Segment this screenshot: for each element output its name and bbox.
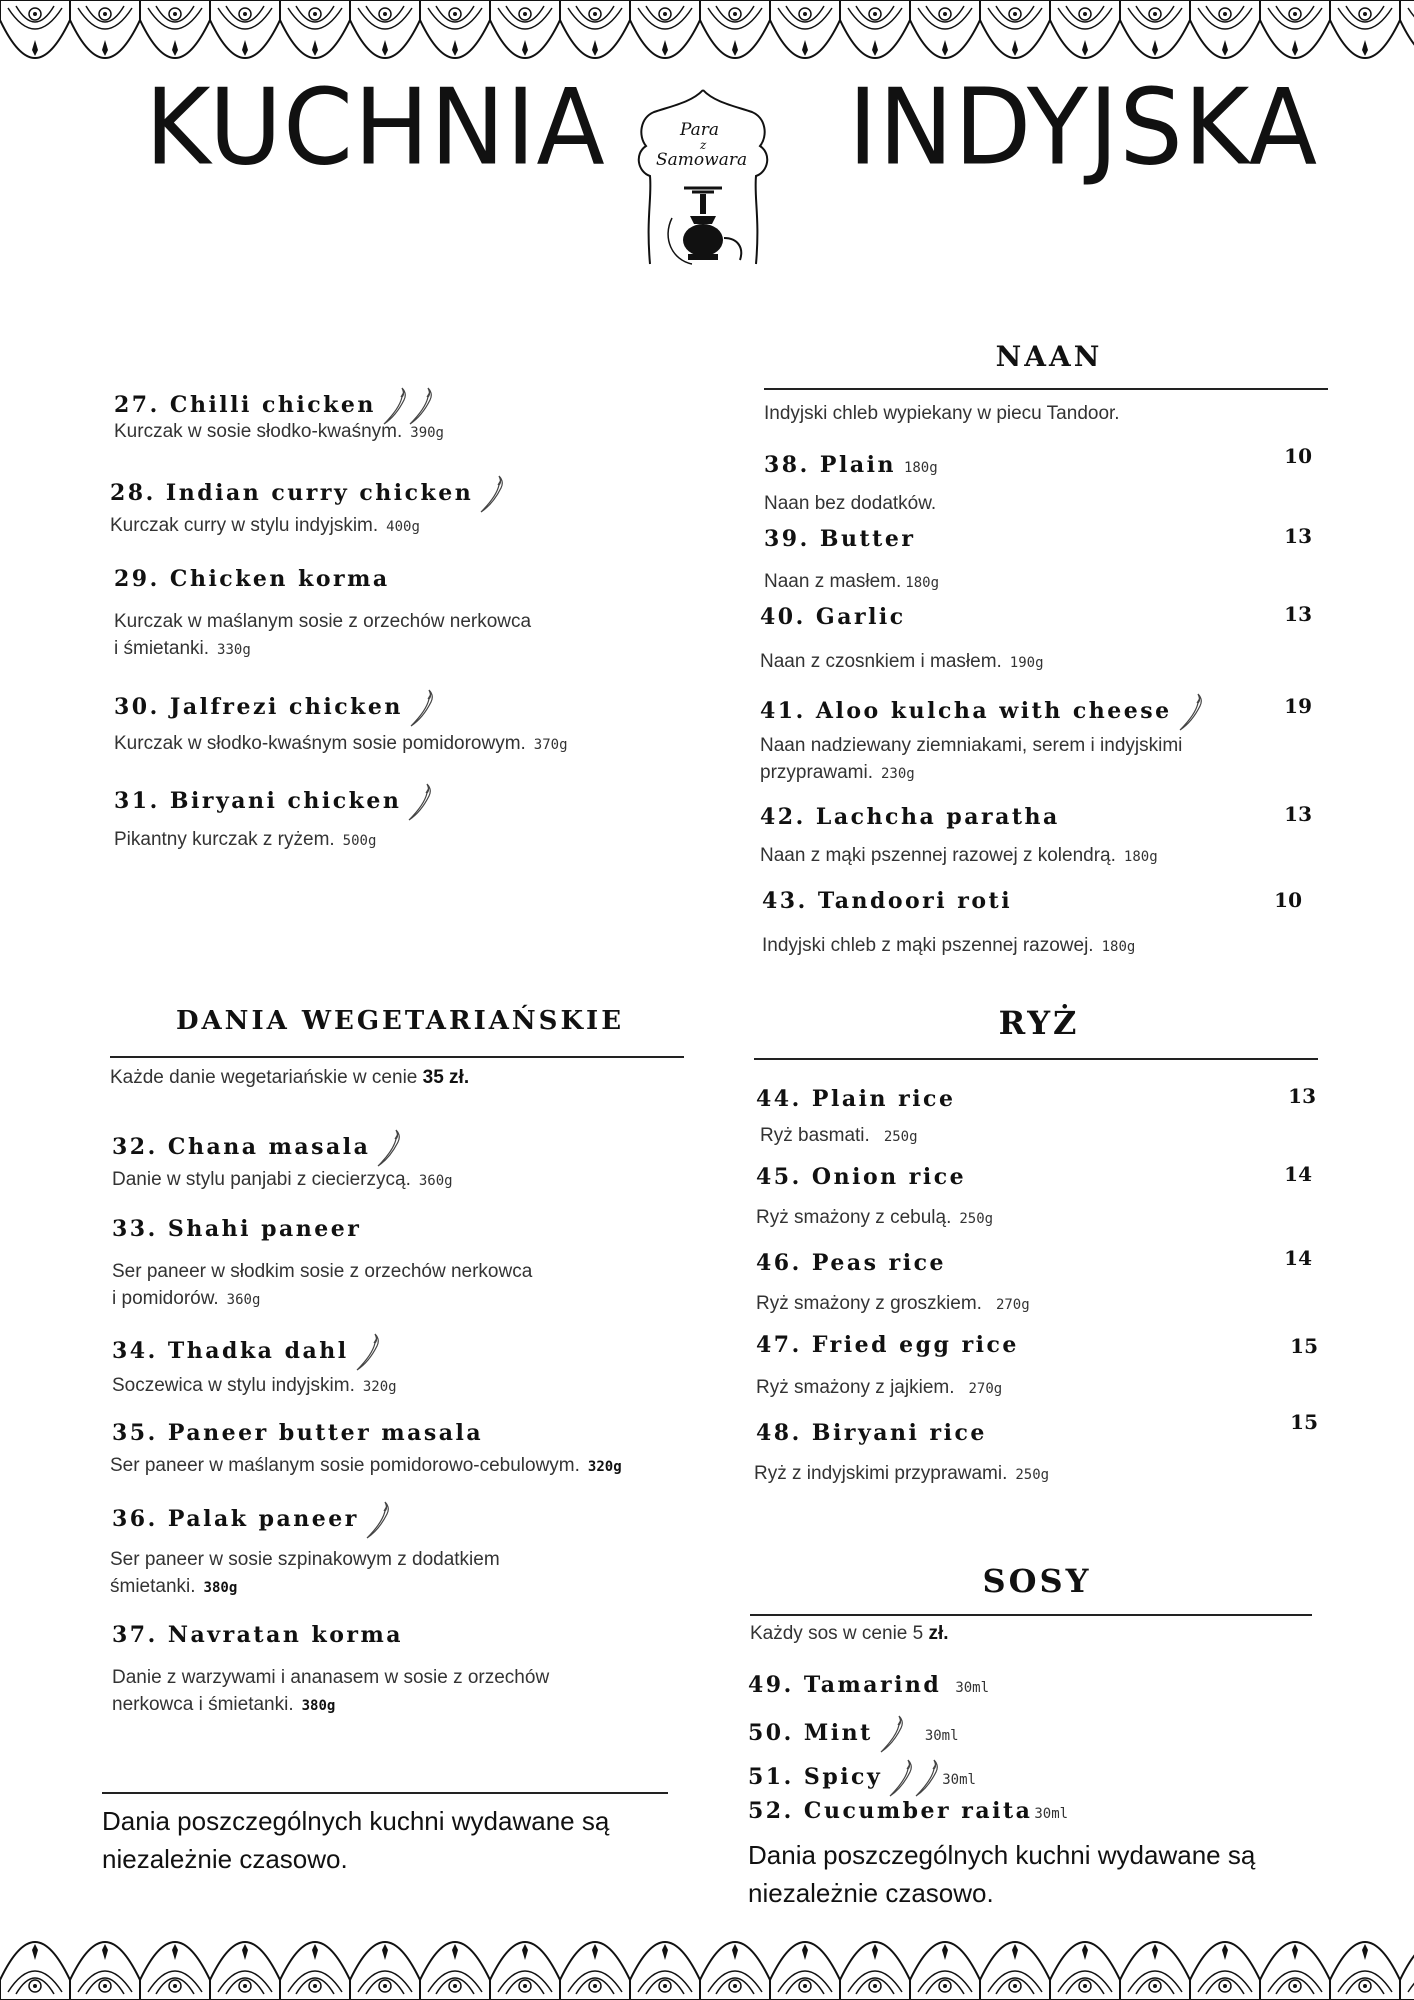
veg-item-desc <box>112 1664 549 1720</box>
item-name: 35. Paneer butter masala <box>112 1420 484 1446</box>
mandala-border-bottom <box>0 1940 1414 2000</box>
mains-item-desc <box>114 826 376 855</box>
mains-item-desc <box>114 730 568 759</box>
desc-text: nerkowca i śmietanki. <box>112 1694 294 1715</box>
weight: 250g <box>883 1129 918 1145</box>
mains-item-title <box>114 566 390 592</box>
sauce-item <box>748 1714 959 1754</box>
veg-item-title <box>112 1622 403 1648</box>
intro-text: Każdy sos w cenie 5 <box>750 1623 924 1644</box>
desc-text: Ser paneer w maślanym sosie pomidorowo-cebulowym. <box>110 1455 580 1476</box>
veg-item-title <box>112 1420 483 1446</box>
logo <box>632 88 774 268</box>
item-name: 48. Biryani rice <box>756 1420 987 1446</box>
desc-text: Naan z czosnkiem i masłem. <box>760 651 1002 672</box>
chili-pepper-icon <box>1178 692 1204 732</box>
rice-item-title <box>756 1250 946 1276</box>
footer-divider-left <box>102 1792 668 1794</box>
veg-item-title <box>112 1332 381 1372</box>
desc-text: Danie z warzywami i ananasem w sosie z orzechów <box>112 1667 550 1688</box>
rice-item-title <box>756 1086 955 1112</box>
rice-item-desc <box>754 1460 1049 1489</box>
intro-price: zł. <box>928 1623 949 1644</box>
footer-text: niezależnie czasowo. <box>748 1878 994 1908</box>
mandala-border-top <box>0 0 1414 60</box>
weight: 190g <box>1009 655 1044 671</box>
mains-item-desc <box>114 418 444 447</box>
chili-pepper-icon <box>365 1500 391 1540</box>
desc-text: Kurczak curry w stylu indyjskim. <box>110 515 379 536</box>
volume: 30ml <box>942 1772 976 1788</box>
desc-text: Ryż z indyjskimi przyprawami. <box>754 1463 1008 1484</box>
naan-item-title <box>764 526 915 552</box>
naan-item-desc <box>760 732 1182 788</box>
weight: 380g <box>301 1698 336 1714</box>
title-right: INDYJSKA <box>848 66 1319 189</box>
mains-item-desc <box>114 608 531 664</box>
intro-price: 35 zł. <box>422 1067 470 1088</box>
item-name: 47. Fried egg rice <box>756 1332 1019 1358</box>
veg-item-desc <box>112 1166 453 1195</box>
weight: 400g <box>386 519 420 535</box>
intro-text: Każde danie wegetariańskie w cenie <box>110 1067 418 1088</box>
desc-text: śmietanki. <box>110 1576 196 1597</box>
weight: 360g <box>418 1173 453 1189</box>
desc-text: Soczewica w stylu indyjskim. <box>112 1375 355 1396</box>
weight: 180g <box>1123 849 1158 865</box>
price: 10 <box>1284 444 1312 468</box>
item-name: 51. Spicy <box>748 1764 883 1790</box>
chili-pepper-icon <box>409 688 435 728</box>
price: 13 <box>1284 802 1312 826</box>
weight: 390g <box>410 425 444 441</box>
desc-text: Kurczak w sosie słodko-kwaśnym. <box>114 421 403 442</box>
weight: 320g <box>587 1459 622 1475</box>
naan-item-title <box>760 692 1204 732</box>
mains-item-title <box>110 474 505 514</box>
item-name: 27. Chilli chicken <box>114 392 376 418</box>
item-name: 49. Tamarind <box>748 1672 942 1698</box>
naan-intro: Indyjski chleb wypiekany w piecu Tandoor. <box>764 403 1120 424</box>
price: 19 <box>1284 694 1312 718</box>
footer-note-left <box>102 1802 609 1878</box>
price: 15 <box>1290 1410 1318 1434</box>
weight: 500g <box>342 833 377 849</box>
price: 13 <box>1288 1084 1316 1108</box>
item-name: 41. Aloo kulcha with cheese <box>760 698 1172 724</box>
desc-text: Ryż smażony z cebulą. <box>756 1207 952 1228</box>
item-name: 50. Mint <box>748 1720 873 1746</box>
rice-item-title <box>756 1420 987 1446</box>
desc-text: Indyjski chleb z mąki pszennej razowej. <box>762 935 1094 956</box>
naan-item-title <box>760 604 906 630</box>
item-name: 44. Plain rice <box>756 1086 956 1112</box>
item-name: 34. Thadka dahl <box>112 1338 349 1364</box>
logo-text-para: Para <box>680 120 720 140</box>
weight: 370g <box>533 737 568 753</box>
weight: 320g <box>362 1379 397 1395</box>
item-name: 39. Butter <box>764 526 916 552</box>
naan-item-desc: Naan bez dodatków. <box>764 493 937 514</box>
sauce-item <box>748 1798 1068 1824</box>
mains-item-title <box>114 688 435 728</box>
section-divider <box>754 1058 1318 1060</box>
desc-text: i śmietanki. <box>114 638 210 659</box>
mains-item-title <box>114 782 433 822</box>
price: 13 <box>1284 524 1312 548</box>
desc-text: Danie w stylu panjabi z ciecierzycą. <box>112 1169 411 1190</box>
desc-text: Kurczak w maślanym sosie z orzechów nerkowca <box>114 611 532 632</box>
weight: 360g <box>226 1292 261 1308</box>
item-name: 29. Chicken korma <box>114 566 390 592</box>
weight: 270g <box>995 1297 1030 1313</box>
sauce-item <box>748 1672 989 1698</box>
hookah-logo-icon <box>632 88 774 268</box>
section-divider <box>110 1056 684 1058</box>
veg-item-desc <box>112 1258 532 1314</box>
veg-intro <box>110 1064 469 1091</box>
footer-note-right <box>748 1836 1255 1912</box>
desc-text: Ser paneer w sosie szpinakowym z dodatkiem <box>110 1549 500 1570</box>
item-name: 52. Cucumber raita <box>748 1798 1033 1824</box>
item-name: 45. Onion rice <box>756 1164 967 1190</box>
rice-item-desc <box>756 1204 993 1233</box>
item-name: 28. Indian curry chicken <box>110 480 474 506</box>
rice-item-title <box>756 1164 966 1190</box>
naan-item-desc <box>760 648 1044 677</box>
footer-text: niezależnie czasowo. <box>102 1844 348 1874</box>
veg-item-title <box>112 1216 361 1242</box>
item-name: 43. Tandoori roti <box>762 888 1013 914</box>
veg-item-desc <box>112 1372 397 1401</box>
desc-text: przyprawami. <box>760 762 873 783</box>
footer-text: Dania poszczególnych kuchni wydawane są <box>102 1806 610 1836</box>
item-name: 31. Biryani chicken <box>114 788 402 814</box>
price: 15 <box>1290 1334 1318 1358</box>
section-heading-sauces: SOSY <box>982 1562 1092 1600</box>
chili-pepper-icon <box>355 1332 381 1372</box>
desc-text: Kurczak w słodko-kwaśnym sosie pomidorowym. <box>114 733 526 754</box>
naan-item-desc <box>764 568 939 597</box>
desc-text: Ryż smażony z jajkiem. <box>756 1377 955 1398</box>
weight: 180g <box>905 575 939 591</box>
naan-item-title <box>760 804 1060 830</box>
item-name: 46. Peas rice <box>756 1250 947 1276</box>
chili-pepper-icon <box>376 1128 402 1168</box>
section-heading-veg: DANIA WEGETARIAŃSKIE <box>175 1006 625 1036</box>
chili-pepper-icon <box>479 474 505 514</box>
section-heading-naan: NAAN <box>995 340 1103 373</box>
weight: 380g <box>203 1580 238 1596</box>
desc-text: Naan z masłem. <box>764 571 902 592</box>
volume: 30ml <box>924 1728 959 1744</box>
item-name: 40. Garlic <box>760 604 906 630</box>
weight: 250g <box>1015 1467 1050 1483</box>
weight: 250g <box>959 1211 994 1227</box>
naan-item-title <box>764 452 938 478</box>
section-divider <box>764 388 1328 390</box>
naan-item-desc <box>760 842 1158 871</box>
footer-text: Dania poszczególnych kuchni wydawane są <box>748 1840 1256 1870</box>
volume: 30ml <box>1034 1806 1069 1822</box>
chili-pepper-icon <box>879 1714 905 1754</box>
item-name: 37. Navratan korma <box>112 1622 404 1648</box>
price: 13 <box>1284 602 1312 626</box>
sauce-item <box>748 1758 976 1798</box>
weight: 230g <box>880 766 915 782</box>
price: 14 <box>1284 1246 1312 1270</box>
logo-text-samowara: Samowara <box>656 150 748 170</box>
section-divider <box>750 1614 1312 1616</box>
naan-item-desc <box>762 932 1135 961</box>
mains-item-desc <box>110 512 420 541</box>
item-name: 30. Jalfrezi chicken <box>114 694 403 720</box>
rice-item-desc <box>760 1122 918 1151</box>
logo-text-z: z <box>700 138 707 152</box>
sauces-intro <box>750 1620 949 1647</box>
title-left: KUCHNIA <box>145 66 606 189</box>
volume: 30ml <box>955 1680 990 1696</box>
veg-item-title <box>112 1128 402 1168</box>
rice-item-desc <box>756 1290 1030 1319</box>
item-name: 42. Lachcha paratha <box>760 804 1060 830</box>
item-name: 38. Plain <box>764 452 896 478</box>
desc-text: Ser paneer w słodkim sosie z orzechów nerkowca <box>112 1261 533 1282</box>
chili-pepper-icon <box>888 1758 940 1798</box>
weight: 330g <box>217 642 251 658</box>
veg-item-desc <box>110 1452 622 1481</box>
rice-item-desc <box>756 1374 1002 1403</box>
weight: 270g <box>968 1381 1003 1397</box>
item-name: 36. Palak paneer <box>112 1506 359 1532</box>
desc-text: Ryż smażony z groszkiem. <box>756 1293 982 1314</box>
desc-text: Pikantny kurczak z ryżem. <box>114 829 335 850</box>
section-heading-rice: RYŻ <box>998 1004 1080 1042</box>
weight: 180g <box>903 460 938 476</box>
desc-text: Naan nadziewany ziemniakami, serem i indyjskimi <box>760 735 1183 756</box>
naan-item-title <box>762 888 1012 914</box>
item-name: 32. Chana masala <box>112 1134 371 1160</box>
weight: 180g <box>1101 939 1136 955</box>
chili-pepper-icon <box>407 782 433 822</box>
desc-text: Ryż basmati. <box>760 1125 870 1146</box>
item-name: 33. Shahi paneer <box>112 1216 362 1242</box>
desc-text: Naan z mąki pszennej razowej z kolendrą. <box>760 845 1116 866</box>
desc-text: i pomidorów. <box>112 1288 219 1309</box>
veg-item-title <box>112 1500 391 1540</box>
price: 10 <box>1274 888 1302 912</box>
price: 14 <box>1284 1162 1312 1186</box>
rice-item-title <box>756 1332 1019 1358</box>
veg-item-desc <box>110 1546 500 1602</box>
